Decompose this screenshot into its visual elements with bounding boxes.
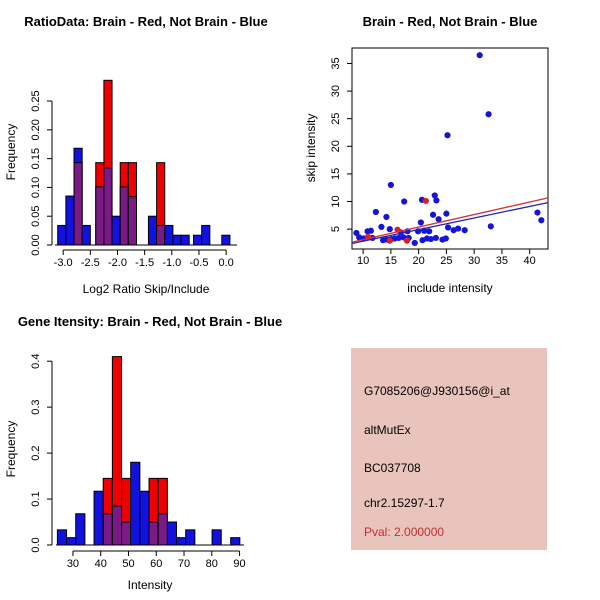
histogram-bar-blue xyxy=(82,225,90,245)
x-tick-label: -2.0 xyxy=(107,257,127,269)
x-tick-label: 90 xyxy=(233,558,246,570)
y-tick-label: 15 xyxy=(330,167,342,181)
genomic-location: chr2.15297-1.7 xyxy=(364,496,445,510)
scatter-y-axis-label: skip intensity xyxy=(304,113,318,183)
gene-x-axis-label: Intensity xyxy=(127,578,173,592)
x-tick-label: 30 xyxy=(468,255,481,267)
scatter-chart-title: Brain - Red, Not Brain - Blue xyxy=(362,14,538,29)
histogram-bar-blue xyxy=(67,538,76,545)
scatter-point-blue xyxy=(443,235,449,241)
panel-intensity-scatter xyxy=(300,0,600,300)
scatter-point-blue xyxy=(426,228,432,234)
scatter-point-blue xyxy=(373,209,379,215)
y-tick-label: 0.20 xyxy=(30,119,42,141)
y-tick-label: 0.2 xyxy=(30,445,42,461)
histogram-bar-overlap xyxy=(157,225,165,245)
y-tick-label: 5 xyxy=(330,226,342,233)
y-tick-label: 20 xyxy=(330,140,342,153)
histogram-bar-blue xyxy=(140,491,149,545)
gene-chart-title: Gene Itensity: Brain - Red, Not Brain - Blue xyxy=(17,314,283,329)
x-tick-label: 40 xyxy=(523,255,536,267)
y-tick-label: 10 xyxy=(330,195,342,208)
scatter-point-blue xyxy=(387,226,393,232)
y-tick-label: 0.15 xyxy=(30,147,42,170)
y-tick-label: 0.10 xyxy=(30,176,42,199)
histogram-bar-blue xyxy=(202,225,210,245)
y-tick-label: 0.1 xyxy=(30,491,42,507)
histogram-bar-overlap xyxy=(74,163,82,245)
x-tick-label: 50 xyxy=(122,558,135,570)
x-tick-label: 80 xyxy=(205,558,218,570)
histogram-bar-blue xyxy=(131,462,140,545)
panel-gene-intensity-histogram xyxy=(0,300,300,600)
scatter-point-blue xyxy=(462,227,468,233)
histogram-bar-overlap xyxy=(104,168,112,245)
scatter-point-blue xyxy=(388,182,394,188)
histogram-bar-blue xyxy=(112,216,120,245)
x-tick-label: -1.5 xyxy=(135,257,155,269)
x-tick-label: -3.0 xyxy=(53,257,73,269)
histogram-bar-blue xyxy=(181,235,189,245)
pval-text: Pval: 2.000000 xyxy=(364,525,445,539)
histogram-bar-blue xyxy=(148,216,156,245)
x-tick-label: 10 xyxy=(356,255,370,267)
x-tick-label: 60 xyxy=(150,558,163,570)
histogram-bar-blue xyxy=(231,538,240,545)
histogram-bar-overlap xyxy=(120,187,128,245)
histogram-bar-overlap xyxy=(122,522,131,545)
histogram-bar-overlap xyxy=(149,522,158,545)
scatter-point-blue xyxy=(436,216,442,222)
scatter-point-blue xyxy=(418,219,424,225)
y-tick-label: 35 xyxy=(330,57,342,70)
y-tick-label: 0.4 xyxy=(30,353,42,369)
accession-id: BC037708 xyxy=(364,461,421,475)
histogram-bar-blue xyxy=(222,235,230,245)
x-tick-label: 70 xyxy=(177,558,191,570)
histogram-bar-overlap xyxy=(112,506,121,545)
scatter-point-blue xyxy=(477,52,483,58)
scatter-point-blue xyxy=(444,132,450,138)
histogram-bar-overlap xyxy=(103,514,112,545)
histogram-bar-blue xyxy=(66,196,74,245)
scatter-point-blue xyxy=(368,228,374,234)
scatter-point-blue xyxy=(538,217,544,223)
scatter-point-blue xyxy=(455,225,461,231)
scatter-point-blue xyxy=(430,212,436,218)
scatter-x-axis-label: include intensity xyxy=(407,281,493,295)
probe-id: G7085206@J930156@i_at xyxy=(364,384,510,398)
scatter-point-red xyxy=(387,238,393,244)
plot-box xyxy=(352,48,548,249)
gene-y-axis-label: Frequency xyxy=(4,420,18,478)
y-tick-label: 30 xyxy=(330,84,342,98)
scatter-point-red xyxy=(423,198,429,204)
histogram-bar-blue xyxy=(173,235,181,245)
scatter-point-blue xyxy=(353,230,359,236)
histogram-bar-blue xyxy=(58,225,66,245)
histogram-bar-blue xyxy=(186,530,195,545)
x-tick-label: -0.5 xyxy=(189,257,209,269)
x-tick-label: 40 xyxy=(94,558,107,570)
histogram-bar-blue xyxy=(165,225,173,245)
y-tick-label: 0.00 xyxy=(30,234,42,256)
line-red-regression-line xyxy=(352,198,548,242)
scatter-point-blue xyxy=(488,223,494,229)
scatter-point-blue xyxy=(534,209,540,215)
ratio-x-axis-label: Log2 Ratio Skip/Include xyxy=(82,282,210,296)
x-tick-label: 0.0 xyxy=(218,257,234,269)
histogram-bar-overlap xyxy=(128,197,136,245)
scatter-point-blue xyxy=(433,235,439,241)
scatter-point-blue xyxy=(433,197,439,203)
scatter-point-blue xyxy=(383,214,389,220)
y-tick-label: 0.0 xyxy=(30,537,42,553)
event-type: altMutEx xyxy=(364,423,411,437)
y-tick-label: 0.25 xyxy=(30,90,42,112)
scatter-point-red xyxy=(404,238,410,244)
x-tick-label: 15 xyxy=(384,255,397,267)
histogram-bar-overlap xyxy=(96,187,104,245)
x-tick-label: -1.0 xyxy=(162,257,182,269)
x-tick-label: 20 xyxy=(412,255,425,267)
y-tick-label: 0.05 xyxy=(30,205,42,227)
scatter-point-blue xyxy=(443,211,449,217)
histogram-bar-blue xyxy=(212,530,221,545)
gene-histogram-plot xyxy=(0,300,300,600)
x-tick-label: 35 xyxy=(495,255,509,267)
histogram-bar-overlap xyxy=(158,514,167,545)
ratio-chart-title: RatioData: Brain - Red, Not Brain - Blue xyxy=(24,14,268,29)
line-blue-regression-line xyxy=(352,203,548,244)
histogram-bar-blue xyxy=(194,235,202,245)
histogram-bar-blue xyxy=(57,530,66,545)
scatter-point-blue xyxy=(412,240,418,246)
histogram-bar-blue xyxy=(76,514,85,545)
scatter-point-blue xyxy=(485,111,491,117)
panel-gene-info xyxy=(300,300,600,600)
scatter-point-blue xyxy=(401,198,407,204)
x-tick-label: 30 xyxy=(66,558,80,570)
scatter-point-blue xyxy=(378,224,384,230)
ratio-y-axis-label: Frequency xyxy=(4,123,18,181)
panel-ratio-histogram xyxy=(0,0,300,300)
scatter-point-blue xyxy=(445,224,451,230)
x-tick-label: 25 xyxy=(440,255,453,267)
histogram-bar-blue xyxy=(177,538,186,545)
histogram-bar-blue xyxy=(167,522,176,545)
intensity-scatter-plot xyxy=(300,0,600,300)
histogram-bar-blue xyxy=(94,491,103,545)
x-tick-label: -2.5 xyxy=(80,257,100,269)
gene-info-box xyxy=(351,348,547,550)
y-tick-label: 25 xyxy=(330,112,342,125)
y-tick-label: 0.3 xyxy=(30,399,42,415)
ratio-histogram-plot xyxy=(0,0,300,300)
